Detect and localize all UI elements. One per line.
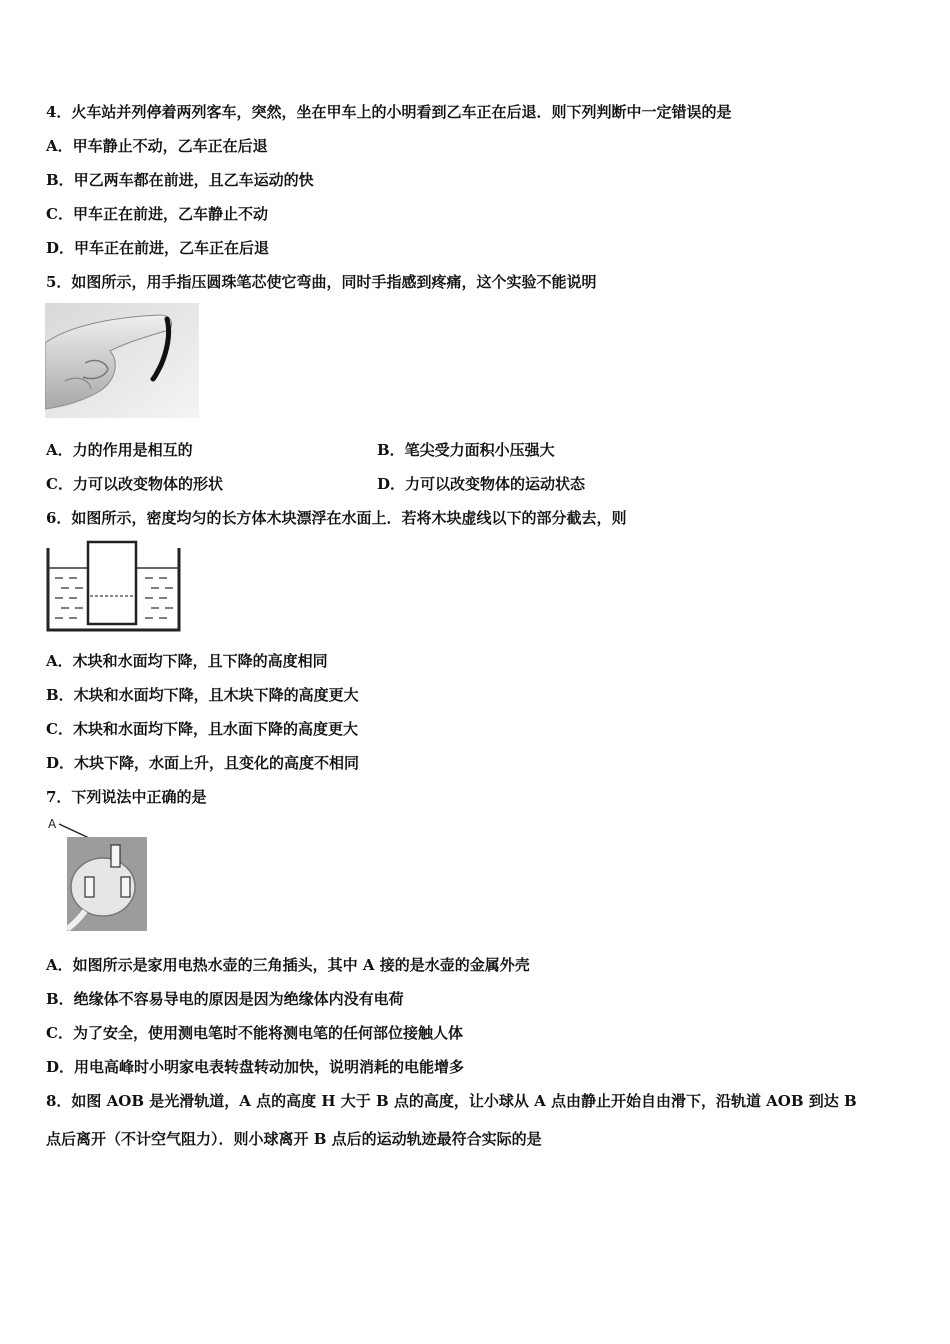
- q6-option-a: A．木块和水面均下降，且下降的高度相同: [46, 652, 328, 670]
- plug-label-a: A: [48, 817, 57, 831]
- q6-stem: 6．如图所示，密度均匀的长方体木块漂浮在水面上．若将木块虚线以下的部分截去，则: [46, 509, 627, 527]
- q4-stem: 4．火车站并列停着两列客车，突然，坐在甲车上的小明看到乙车正在后退．则下列判断中一定错误的是: [46, 103, 732, 121]
- three-pin-plug-figure: [45, 815, 149, 931]
- q8-stem-line2: 点后离开（不计空气阻力）．则小球离开 B 点后的运动轨迹最符合实际的是: [46, 1130, 542, 1148]
- finger-pressing-pen-refill-figure: [45, 303, 199, 418]
- q7-option-d: D．用电高峰时小明家电表转盘转动加快，说明消耗的电能增多: [46, 1058, 465, 1076]
- q6-option-d: D．木块下降，水面上升，且变化的高度不相同: [46, 754, 360, 772]
- q7-option-b: B．绝缘体不容易导电的原因是因为绝缘体内没有电荷: [46, 990, 404, 1008]
- q5-option-a: A．力的作用是相互的: [46, 441, 193, 459]
- q7-stem: 7．下列说法中正确的是: [46, 788, 207, 806]
- q4-option-b: B．甲乙两车都在前进，且乙车运动的快: [46, 171, 314, 189]
- q8-stem-line1: 8．如图 AOB 是光滑轨道，A 点的高度 H 大于 B 点的高度，让小球从 A 点由静止开始自由滑下，沿轨道 AOB 到达 B: [46, 1092, 857, 1110]
- q5-option-d: D．力可以改变物体的运动状态: [377, 475, 586, 493]
- q5-option-c: C．力可以改变物体的形状: [46, 475, 223, 493]
- q4-option-c: C．甲车正在前进，乙车静止不动: [46, 205, 268, 223]
- q4-option-d: D．甲车正在前进，乙车正在后退: [46, 239, 270, 257]
- q7-option-a: A．如图所示是家用电热水壶的三角插头，其中 A 接的是水壶的金属外壳: [46, 956, 530, 974]
- q6-option-b: B．木块和水面均下降，且木块下降的高度更大: [46, 686, 359, 704]
- floating-wood-block-figure: [45, 540, 183, 634]
- q5-stem: 5．如图所示，用手指压圆珠笔芯使它弯曲，同时手指感到疼痛，这个实验不能说明: [46, 273, 597, 291]
- q7-option-c: C．为了安全，使用测电笔时不能将测电笔的任何部位接触人体: [46, 1024, 463, 1042]
- q4-option-a: A．甲车静止不动，乙车正在后退: [46, 137, 268, 155]
- q5-option-b: B．笔尖受力面积小压强大: [377, 441, 555, 459]
- q6-option-c: C．木块和水面均下降，且水面下降的高度更大: [46, 720, 358, 738]
